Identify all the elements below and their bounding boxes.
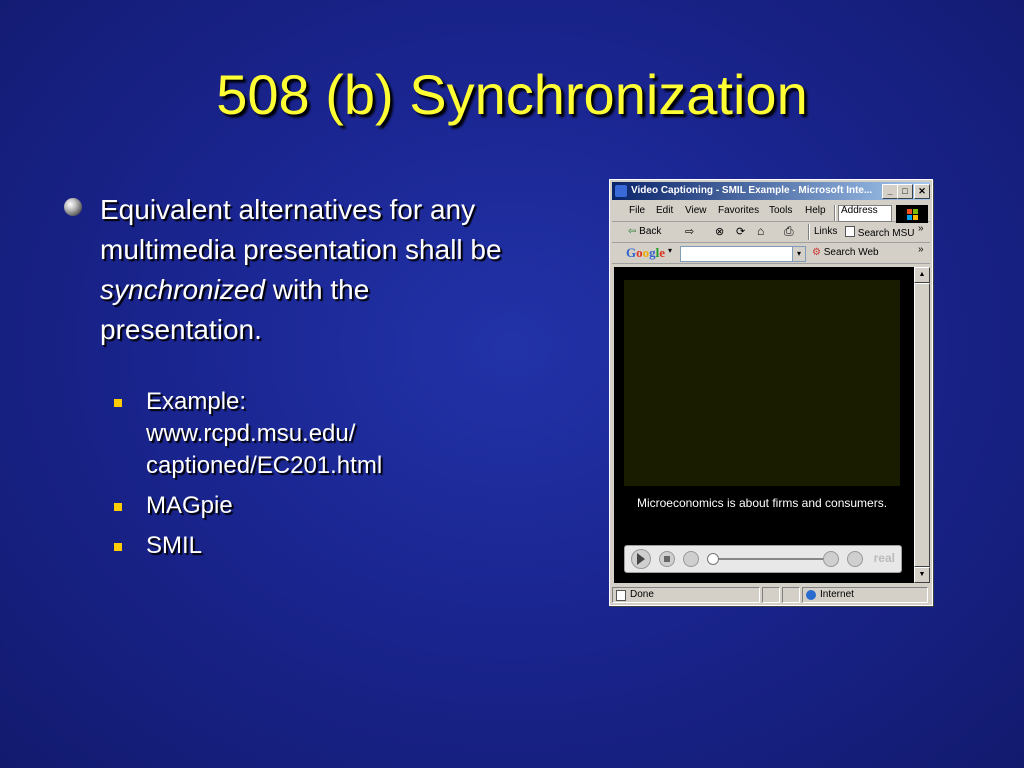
sub-bullet-text: MAGpie xyxy=(146,492,233,519)
browser-titlebar[interactable] xyxy=(612,182,930,200)
play-button[interactable] xyxy=(631,549,651,569)
menu-file[interactable]: File xyxy=(629,205,646,216)
home-button[interactable]: ⌂ xyxy=(757,224,765,238)
zone-text: Internet xyxy=(820,589,854,600)
menu-favorites[interactable]: Favorites xyxy=(718,205,760,216)
stop-button[interactable]: ⊗ xyxy=(715,226,725,238)
google-search-input[interactable] xyxy=(680,246,794,262)
stop-media-button[interactable] xyxy=(659,551,675,567)
sub-bullet-smil xyxy=(114,530,522,562)
menu-view[interactable]: View xyxy=(685,205,707,216)
back-button[interactable] xyxy=(628,226,661,237)
print-button[interactable]: ⎙ xyxy=(784,224,794,238)
search-msu-label: Search MSU xyxy=(857,228,915,239)
bullet-square-icon xyxy=(114,399,122,407)
rewind-button[interactable] xyxy=(683,551,699,567)
bullet-square-icon xyxy=(114,503,122,511)
main-bullet-text-before: Equivalent alternatives for any multimedia presentation shall be xyxy=(100,194,502,265)
sub-bullet-text: SMIL xyxy=(146,532,203,559)
fast-forward-button[interactable] xyxy=(823,551,839,567)
scroll-up-arrow-icon[interactable]: ▲ xyxy=(914,267,930,283)
status-bar xyxy=(612,586,930,603)
page-content xyxy=(614,267,914,583)
browser-title: Video Captioning - SMIL Example - Microsoft Inte... xyxy=(631,185,873,196)
links-button[interactable]: Links xyxy=(814,226,838,237)
sub-bullet-text: Example: www.rcpd.msu.edu/ captioned/EC201.html xyxy=(146,388,383,479)
search-web-icon: ⚙ xyxy=(812,247,821,258)
search-web-button[interactable] xyxy=(812,247,879,258)
main-bullet-emphasis: synchronized xyxy=(100,274,265,305)
status-text: Done xyxy=(630,589,654,600)
windows-logo-icon xyxy=(896,205,928,223)
play-icon xyxy=(637,553,645,565)
video-caption: Microeconomics is about firms and consumers. xyxy=(636,496,888,510)
status-panel-main xyxy=(612,587,760,603)
menu-tools[interactable]: Tools xyxy=(769,205,793,216)
back-arrow-icon: ⇦ xyxy=(628,226,637,237)
globe-icon xyxy=(806,590,816,600)
google-toolbar xyxy=(612,243,930,264)
stop-icon xyxy=(664,556,670,562)
divider xyxy=(834,205,836,221)
status-panel xyxy=(762,587,780,603)
vertical-scrollbar[interactable] xyxy=(914,267,930,583)
bullet-list xyxy=(62,190,522,570)
browser-window xyxy=(609,179,933,606)
refresh-button[interactable]: ⟳ xyxy=(736,226,746,238)
address-label: Address xyxy=(841,205,878,216)
main-bullet-text-after: with the presentation. xyxy=(100,274,370,345)
chevron-right-icon[interactable]: » xyxy=(918,244,924,255)
real-logo: real xyxy=(873,551,895,565)
bullet-sphere-icon xyxy=(64,198,82,216)
seek-track[interactable] xyxy=(709,558,827,560)
sub-bullet-list xyxy=(62,386,522,562)
video-area[interactable] xyxy=(624,280,900,486)
volume-button[interactable] xyxy=(847,551,863,567)
divider xyxy=(808,224,810,240)
google-logo[interactable]: Google xyxy=(626,245,666,260)
search-web-label: Search Web xyxy=(823,247,879,258)
menu-help[interactable]: Help xyxy=(805,205,826,216)
menu-edit[interactable]: Edit xyxy=(656,205,674,216)
scroll-down-arrow-icon[interactable]: ▼ xyxy=(914,567,930,583)
sub-bullet-magpie xyxy=(114,490,522,522)
close-button[interactable]: ✕ xyxy=(914,184,930,199)
ie-icon xyxy=(615,185,627,197)
scroll-thumb[interactable] xyxy=(914,283,930,567)
google-search-dropdown[interactable]: ▾ xyxy=(792,246,806,262)
status-panel xyxy=(782,587,800,603)
bullet-square-icon xyxy=(114,543,122,551)
google-menu-chevron-icon[interactable]: ▾ xyxy=(668,246,673,255)
sub-bullet-example xyxy=(114,386,522,482)
main-bullet xyxy=(62,190,522,350)
chevron-right-icon[interactable]: » xyxy=(918,223,924,234)
slide-title: 508 (b) Synchronization xyxy=(216,63,808,126)
maximize-button[interactable]: □ xyxy=(897,184,913,199)
page-icon xyxy=(845,226,855,237)
search-msu-link[interactable] xyxy=(845,226,914,239)
forward-button[interactable]: ⇨ xyxy=(685,226,695,238)
media-player-controls xyxy=(624,545,902,573)
minimize-button[interactable]: _ xyxy=(882,184,898,199)
status-zone-panel xyxy=(802,587,928,603)
menu-bar xyxy=(612,201,930,222)
page-icon xyxy=(616,590,626,601)
standard-toolbar xyxy=(612,222,930,243)
seek-handle[interactable] xyxy=(707,553,719,565)
back-label: Back xyxy=(639,226,662,237)
